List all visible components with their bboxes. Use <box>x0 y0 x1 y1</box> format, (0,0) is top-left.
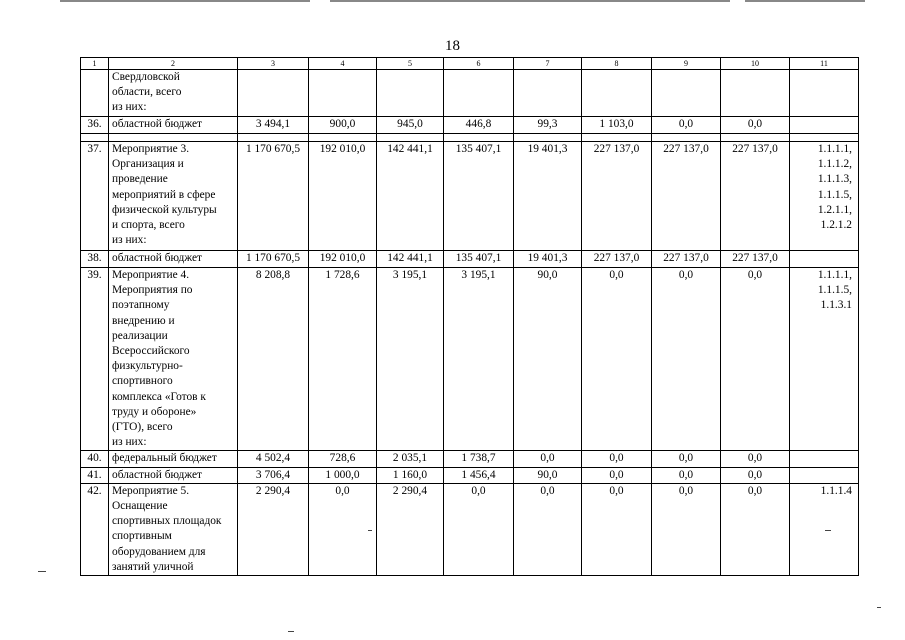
value-cell: 19 401,3 <box>514 142 582 251</box>
value-cell: 0,0 <box>721 117 790 134</box>
value-cell <box>377 70 444 117</box>
value-cell: 0,0 <box>582 467 652 483</box>
header-cell: 4 <box>309 58 377 70</box>
table-row <box>81 268 859 451</box>
header-cell: 7 <box>514 58 582 70</box>
value-cell: 0,0 <box>652 467 721 483</box>
value-cell: 8 208,8 <box>238 268 309 451</box>
value-cell <box>721 134 790 142</box>
scan-speck <box>38 571 46 572</box>
value-cell: 0,0 <box>652 117 721 134</box>
value-cell: 3 706,4 <box>238 467 309 483</box>
row-name: областной бюджет <box>109 117 238 134</box>
value-cell: 3 195,1 <box>377 268 444 451</box>
row-name <box>109 134 238 142</box>
table-row <box>81 134 859 142</box>
value-cell: 900,0 <box>309 117 377 134</box>
row-name: Мероприятие 5. Оснащение спортивных площадок спортивным оборудованием для занятий уличной <box>109 483 238 575</box>
reference-cell <box>790 70 859 117</box>
value-cell: 227 137,0 <box>582 251 652 268</box>
value-cell: 0,0 <box>652 268 721 451</box>
value-cell: 2 290,4 <box>377 483 444 575</box>
table-header-row <box>81 58 859 70</box>
value-cell: 0,0 <box>582 451 652 467</box>
row-number <box>81 134 109 142</box>
value-cell: 446,8 <box>444 117 514 134</box>
value-cell <box>444 134 514 142</box>
row-number: 39. <box>81 268 109 451</box>
value-cell: 0,0 <box>582 483 652 575</box>
header-cell: 9 <box>652 58 721 70</box>
value-cell: 2 290,4 <box>238 483 309 575</box>
value-cell: 0,0 <box>582 268 652 451</box>
scan-speck <box>288 631 294 632</box>
table-row <box>81 451 859 467</box>
table-row <box>81 70 859 117</box>
value-cell: 142 441,1 <box>377 142 444 251</box>
reference-cell <box>790 467 859 483</box>
value-cell <box>582 70 652 117</box>
header-cell: 2 <box>109 58 238 70</box>
value-cell: 142 441,1 <box>377 251 444 268</box>
value-cell: 1 170 670,5 <box>238 142 309 251</box>
table-row <box>81 467 859 483</box>
value-cell: 1 738,7 <box>444 451 514 467</box>
reference-cell <box>790 117 859 134</box>
value-cell <box>582 134 652 142</box>
row-name: Мероприятие 4. Мероприятия по поэтапному внедрению и реализации Всероссийского физкультурно- спортивного комплекса «Готов к труду и обороне» (ГТО), всего из них: <box>109 268 238 451</box>
reference-cell <box>790 451 859 467</box>
value-cell: 135 407,1 <box>444 142 514 251</box>
value-cell <box>514 134 582 142</box>
value-cell: 0,0 <box>514 483 582 575</box>
value-cell: 1 000,0 <box>309 467 377 483</box>
value-cell: 0,0 <box>309 483 377 575</box>
value-cell: 99,3 <box>514 117 582 134</box>
value-cell <box>721 70 790 117</box>
value-cell: 0,0 <box>652 451 721 467</box>
row-number: 38. <box>81 251 109 268</box>
page-number: 18 <box>445 38 460 54</box>
table-row <box>81 142 859 251</box>
value-cell: 192 010,0 <box>309 142 377 251</box>
value-cell: 3 494,1 <box>238 117 309 134</box>
value-cell <box>444 70 514 117</box>
table-row <box>81 117 859 134</box>
row-number: 36. <box>81 117 109 134</box>
value-cell: 227 137,0 <box>721 251 790 268</box>
header-cell: 3 <box>238 58 309 70</box>
value-cell: 0,0 <box>721 451 790 467</box>
top-border-line <box>60 0 310 2</box>
row-name: областной бюджет <box>109 467 238 483</box>
value-cell: 192 010,0 <box>309 251 377 268</box>
value-cell: 227 137,0 <box>652 251 721 268</box>
value-cell <box>652 70 721 117</box>
value-cell: 227 137,0 <box>582 142 652 251</box>
value-cell <box>514 70 582 117</box>
value-cell <box>652 134 721 142</box>
row-name: Свердловской области, всего из них: <box>109 70 238 117</box>
value-cell <box>238 70 309 117</box>
scan-speck <box>877 607 881 608</box>
header-cell: 1 <box>81 58 109 70</box>
value-cell <box>309 70 377 117</box>
value-cell: 0,0 <box>514 451 582 467</box>
reference-cell <box>790 251 859 268</box>
value-cell <box>238 134 309 142</box>
row-number <box>81 70 109 117</box>
value-cell <box>377 134 444 142</box>
reference-cell <box>790 134 859 142</box>
row-number: 41. <box>81 467 109 483</box>
row-number: 37. <box>81 142 109 251</box>
table-row <box>81 483 859 575</box>
header-cell: 10 <box>721 58 790 70</box>
reference-cell: 1.1.1.1, 1.1.1.5, 1.1.3.1 <box>790 268 859 451</box>
reference-cell: 1.1.1.4 <box>790 483 859 575</box>
header-cell: 8 <box>582 58 652 70</box>
value-cell: 90,0 <box>514 268 582 451</box>
value-cell <box>309 134 377 142</box>
value-cell: 1 103,0 <box>582 117 652 134</box>
reference-cell: 1.1.1.1, 1.1.1.2, 1.1.1.3, 1.1.1.5, 1.2.1.1, 1.2.1.2 <box>790 142 859 251</box>
value-cell: 90,0 <box>514 467 582 483</box>
header-cell: 11 <box>790 58 859 70</box>
header-cell: 6 <box>444 58 514 70</box>
table-row <box>81 251 859 268</box>
value-cell: 1 160,0 <box>377 467 444 483</box>
row-name: Мероприятие 3. Организация и проведение мероприятий в сфере физической культуры и спорта, всего из них: <box>109 142 238 251</box>
value-cell: 135 407,1 <box>444 251 514 268</box>
value-cell: 1 728,6 <box>309 268 377 451</box>
value-cell: 2 035,1 <box>377 451 444 467</box>
value-cell: 0,0 <box>721 483 790 575</box>
top-border-line <box>330 0 730 2</box>
row-name: областной бюджет <box>109 251 238 268</box>
value-cell: 227 137,0 <box>652 142 721 251</box>
value-cell: 1 456,4 <box>444 467 514 483</box>
value-cell: 4 502,4 <box>238 451 309 467</box>
header-cell: 5 <box>377 58 444 70</box>
value-cell: 1 170 670,5 <box>238 251 309 268</box>
scan-speck <box>368 530 372 531</box>
value-cell: 945,0 <box>377 117 444 134</box>
row-name: федеральный бюджет <box>109 451 238 467</box>
value-cell: 728,6 <box>309 451 377 467</box>
value-cell: 0,0 <box>721 268 790 451</box>
budget-table <box>80 57 859 576</box>
row-number: 40. <box>81 451 109 467</box>
top-border-line <box>745 0 865 2</box>
value-cell: 0,0 <box>721 467 790 483</box>
value-cell: 0,0 <box>652 483 721 575</box>
value-cell: 227 137,0 <box>721 142 790 251</box>
row-number: 42. <box>81 483 109 575</box>
value-cell: 19 401,3 <box>514 251 582 268</box>
value-cell: 0,0 <box>444 483 514 575</box>
scan-speck <box>825 530 831 531</box>
value-cell: 3 195,1 <box>444 268 514 451</box>
